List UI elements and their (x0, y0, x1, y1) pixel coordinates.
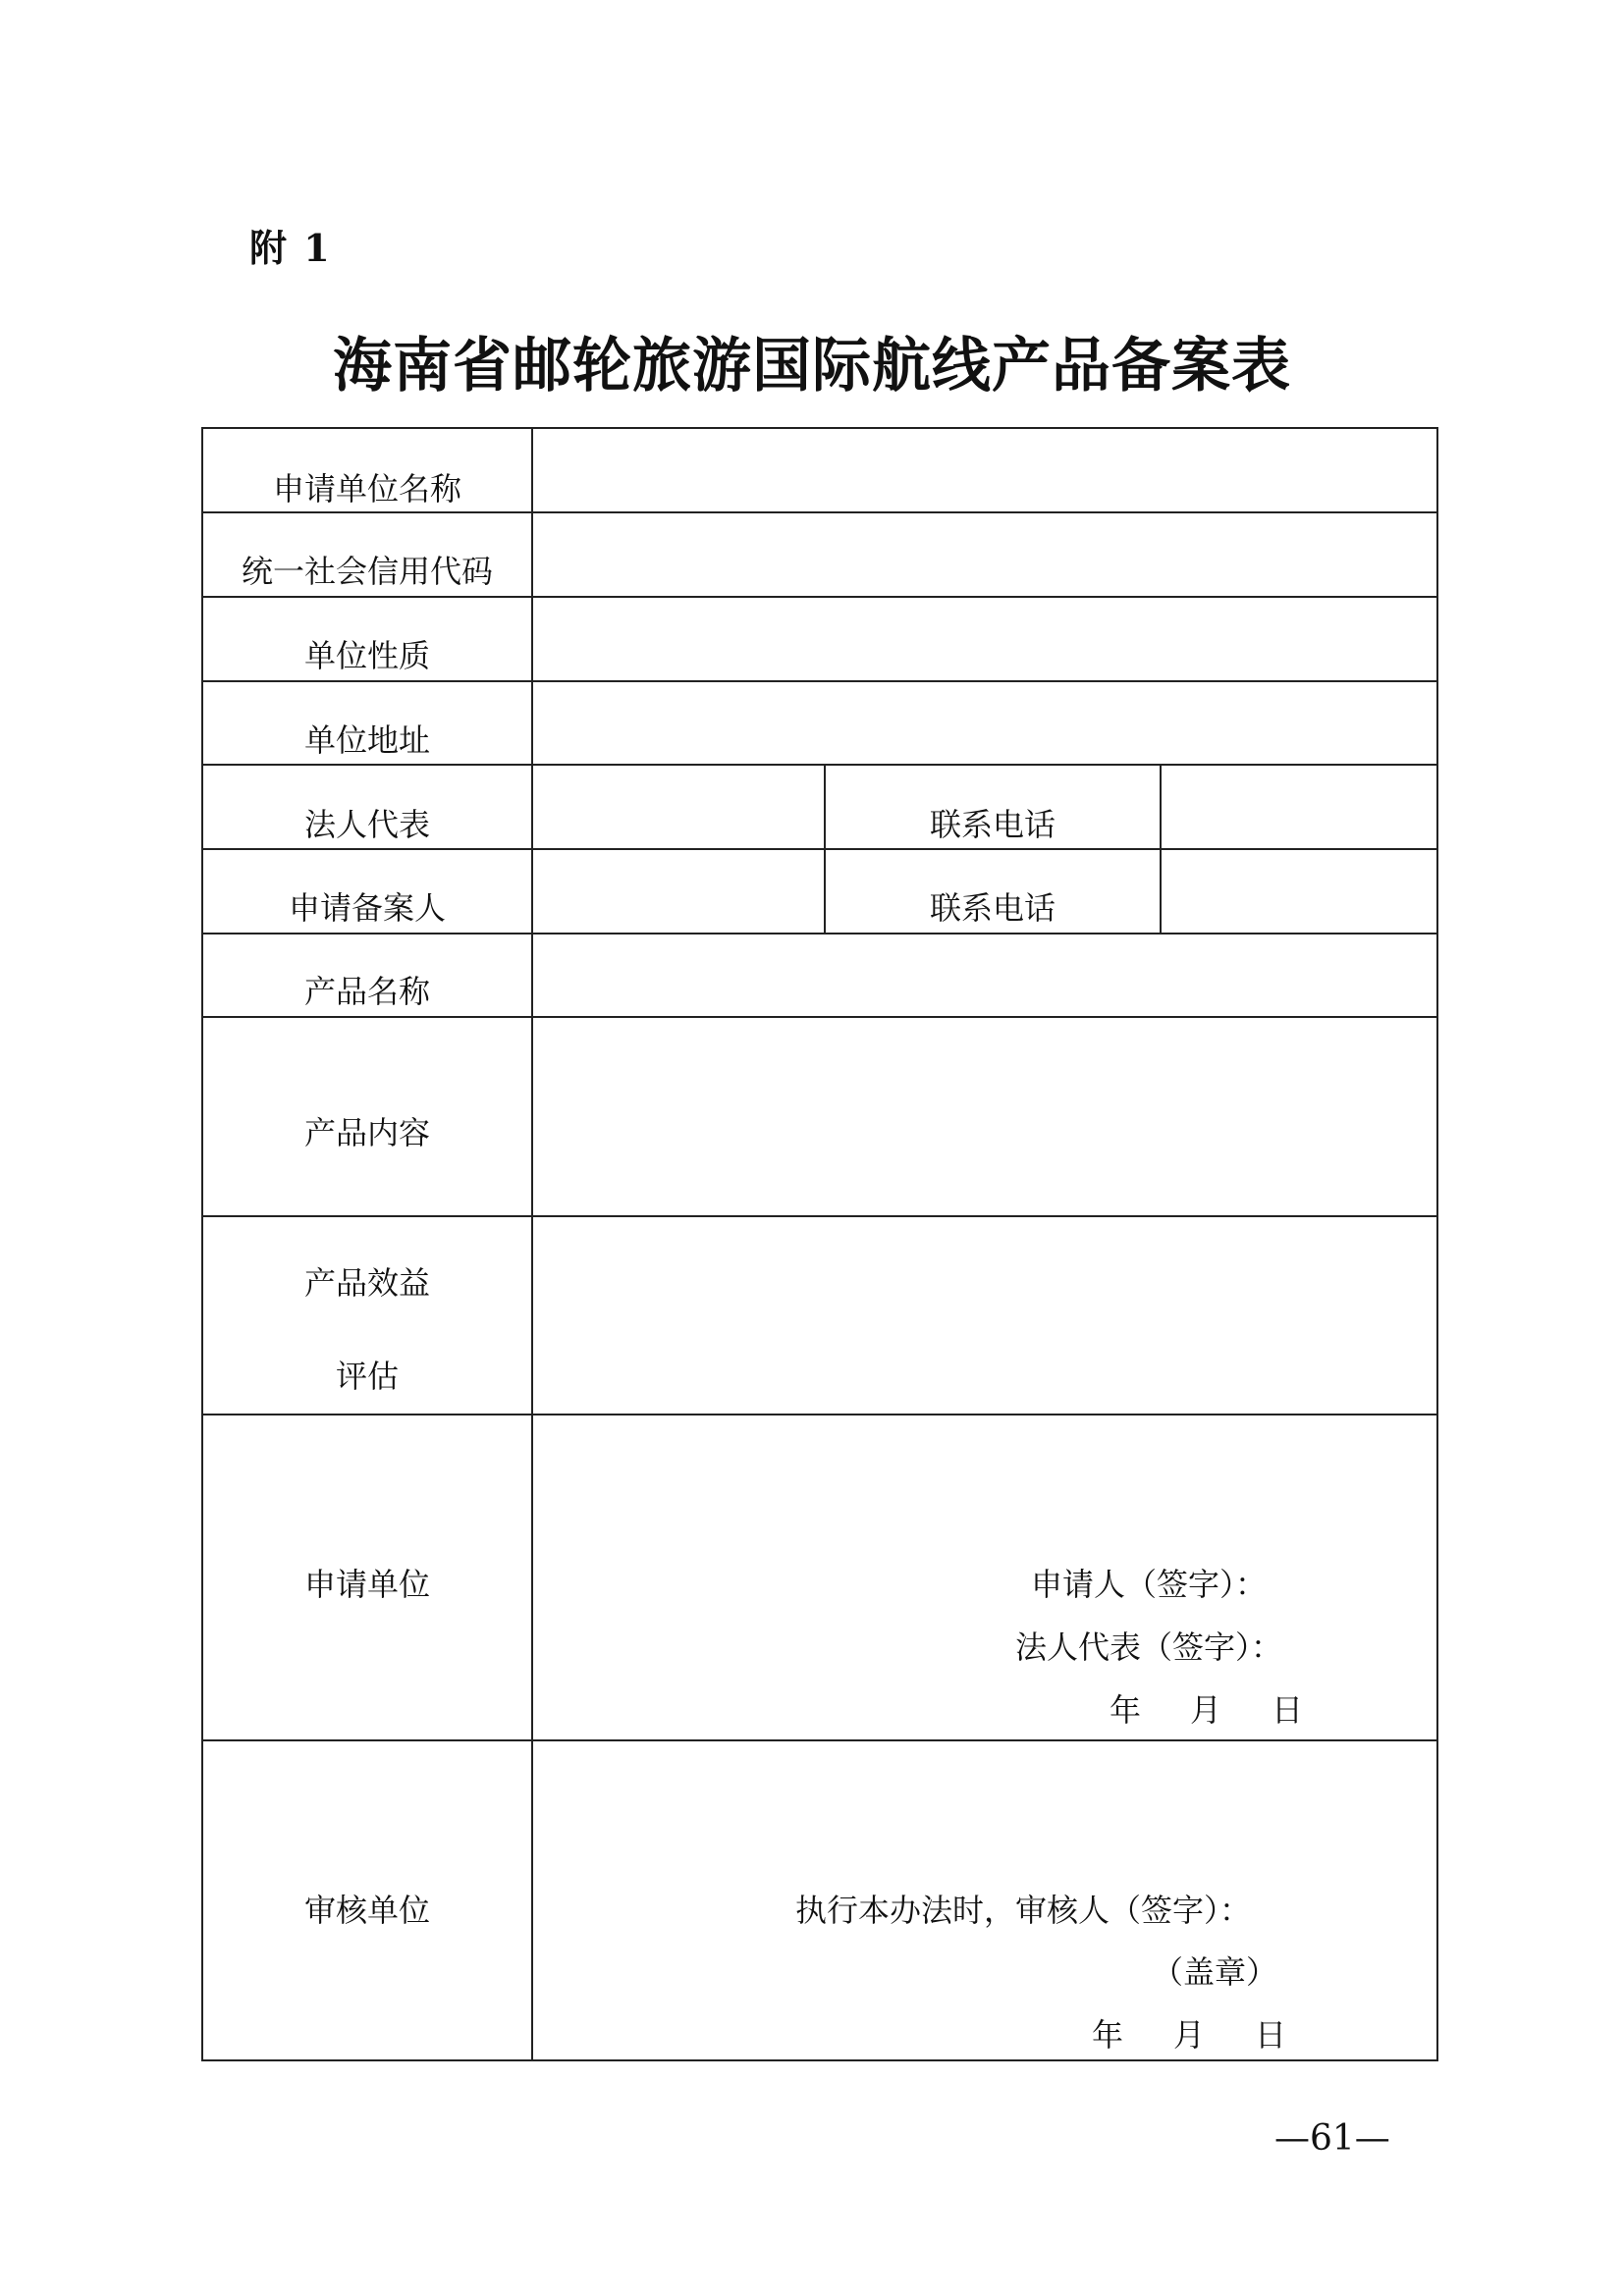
date-day: 日 (1255, 2016, 1287, 2054)
row-divider (203, 1414, 1436, 1415)
label-unit-address: 单位地址 (303, 721, 430, 759)
date-year: 年 (1110, 1691, 1142, 1729)
label-contact-phone: 联系电话 (929, 889, 1056, 927)
label-applicant-unit: 申请单位 (303, 1566, 430, 1603)
date-month: 月 (1173, 2016, 1206, 2054)
filer-field[interactable] (533, 850, 824, 933)
filing-form-table (201, 427, 1438, 2061)
label-product-benefit-eval: 评估 (335, 1358, 399, 1395)
unit-address-field[interactable] (533, 682, 1438, 764)
label-review-unit: 审核单位 (303, 1892, 430, 1929)
row-divider (203, 1739, 1436, 1741)
legal-rep-field[interactable] (533, 766, 824, 848)
applicant-name-field[interactable] (533, 429, 1438, 511)
seal-label: （盖章） (1152, 1953, 1278, 1991)
page-number: —61— (1274, 2118, 1390, 2159)
label-legal-rep: 法人代表 (303, 806, 430, 843)
label-product-name: 产品名称 (303, 973, 430, 1010)
label-applicant-name: 申请单位名称 (272, 470, 461, 507)
filer-phone-field[interactable] (1162, 850, 1438, 933)
form-title: 海南省邮轮旅游国际航线产品备案表 (333, 332, 1291, 400)
reviewer-signature: 执行本办法时，审核人（签字）： (795, 1892, 1252, 1929)
attachment-label: 附 1 (249, 226, 332, 270)
credit-code-field[interactable] (533, 513, 1438, 596)
product-name-field[interactable] (533, 934, 1438, 1016)
label-unit-nature: 单位性质 (303, 637, 430, 674)
label-filer: 申请备案人 (288, 889, 446, 927)
date-day: 日 (1272, 1691, 1304, 1729)
product-content-field[interactable] (533, 1018, 1438, 1215)
unit-nature-field[interactable] (533, 598, 1438, 680)
label-product-content: 产品内容 (303, 1114, 430, 1151)
product-benefit-field[interactable] (533, 1217, 1438, 1414)
legal-rep-phone-field[interactable] (1162, 766, 1438, 848)
label-product-benefit: 产品效益 (303, 1264, 430, 1302)
date-year: 年 (1092, 2016, 1124, 2054)
label-credit-code: 统一社会信用代码 (241, 553, 493, 590)
label-contact-phone: 联系电话 (929, 806, 1056, 843)
legal-rep-signature: 法人代表（签字）： (1015, 1629, 1283, 1666)
date-month: 月 (1190, 1691, 1222, 1729)
applicant-signature: 申请人（签字）： (1031, 1566, 1268, 1603)
